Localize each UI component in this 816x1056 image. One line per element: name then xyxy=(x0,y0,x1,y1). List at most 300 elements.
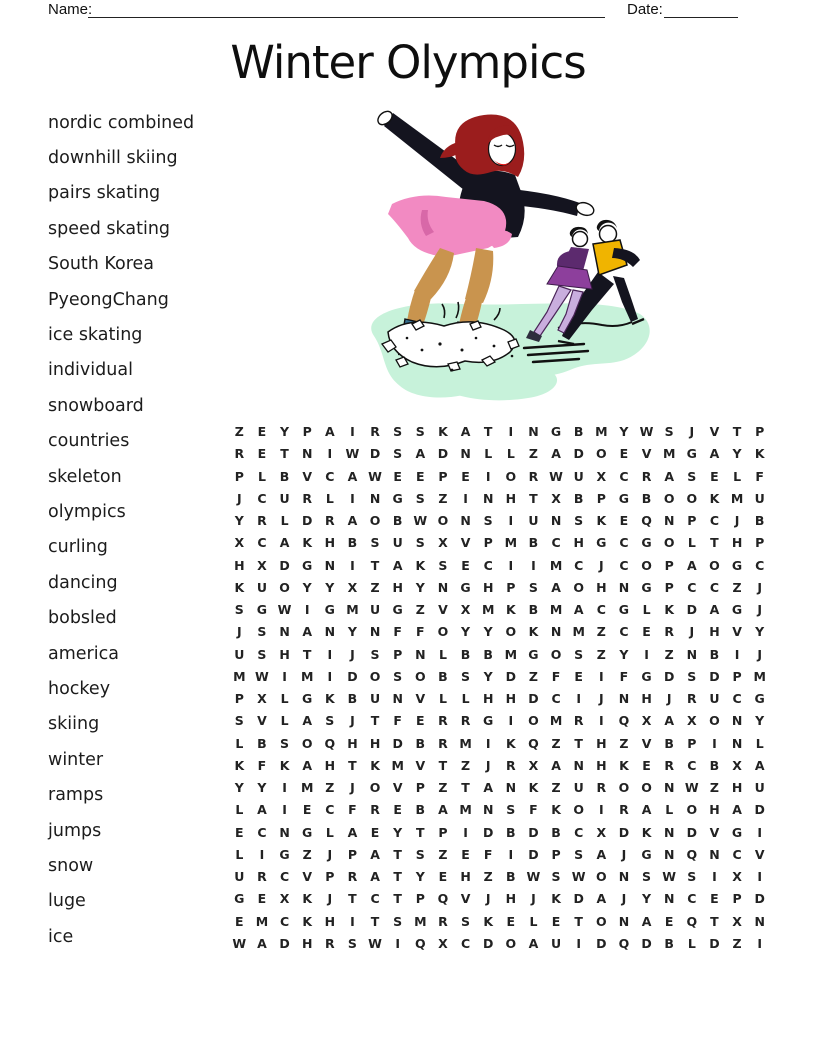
grid-letter: A xyxy=(596,891,607,907)
grid-letter: K xyxy=(664,602,675,617)
grid-letter: D xyxy=(686,602,697,617)
grid-letter: S xyxy=(574,846,584,862)
grid-letter: X xyxy=(257,691,267,706)
grid-letter: D xyxy=(528,846,539,862)
grid-letter: O xyxy=(550,646,562,662)
grid-letter: X xyxy=(234,535,245,551)
grid-letter: B xyxy=(664,935,674,951)
grid-letter: B xyxy=(438,668,448,684)
grid-letter: R xyxy=(664,757,674,773)
grid-letter: I xyxy=(463,490,468,506)
grid-letter: E xyxy=(506,913,516,929)
grid-letter: G xyxy=(596,535,607,551)
grid-letter: Y xyxy=(483,668,493,684)
grid-letter: U xyxy=(369,602,381,617)
grid-letter: I xyxy=(644,646,649,662)
grid-letter: N xyxy=(279,624,290,640)
grid-letter: P xyxy=(732,668,742,684)
grid-row xyxy=(228,599,771,621)
grid-row xyxy=(228,421,771,443)
grid-letter: P xyxy=(664,557,674,573)
grid-letter: Z xyxy=(619,735,629,751)
grid-letter: A xyxy=(596,846,607,862)
grid-letter: H xyxy=(279,646,290,662)
grid-letter: S xyxy=(415,490,425,506)
grid-letter: F xyxy=(619,668,629,684)
grid-letter: G xyxy=(731,557,743,573)
grid-letter: T xyxy=(461,780,470,795)
grid-letter: O xyxy=(437,624,449,640)
grid-letter: B xyxy=(483,646,493,662)
word-list-item: skeleton xyxy=(48,466,122,487)
grid-letter: O xyxy=(709,713,720,729)
grid-letter: C xyxy=(574,557,584,573)
grid-letter: Y xyxy=(257,780,267,795)
grid-letter: Q xyxy=(686,846,698,862)
grid-letter: N xyxy=(482,490,494,506)
grid-letter: D xyxy=(437,446,449,462)
grid-letter: O xyxy=(437,513,449,528)
word-list-item: curling xyxy=(48,537,108,558)
grid-letter: K xyxy=(709,490,720,506)
grid-letter: G xyxy=(302,557,313,573)
grid-letter: B xyxy=(709,646,720,662)
grid-letter: C xyxy=(551,691,561,706)
grid-letter: M xyxy=(346,602,359,617)
grid-letter: F xyxy=(551,668,561,684)
grid-letter: P xyxy=(393,646,403,662)
grid-letter: T xyxy=(416,824,425,840)
grid-letter: A xyxy=(528,935,539,951)
grid-letter: J xyxy=(531,891,536,907)
grid-letter: M xyxy=(549,713,563,729)
grid-letter: T xyxy=(370,913,380,929)
grid-letter: N xyxy=(709,846,720,862)
grid-letter: A xyxy=(573,602,584,617)
grid-letter: H xyxy=(482,691,494,706)
grid-letter: P xyxy=(347,846,358,862)
grid-letter: R xyxy=(596,780,607,795)
grid-letter: A xyxy=(686,557,697,573)
grid-letter: K xyxy=(528,624,539,640)
grid-letter: S xyxy=(415,846,425,862)
grid-letter: G xyxy=(234,891,245,907)
grid-letter: L xyxy=(529,913,538,929)
grid-letter: B xyxy=(460,646,471,662)
grid-letter: I xyxy=(327,446,333,462)
grid-letter: I xyxy=(463,824,468,840)
grid-letter: O xyxy=(641,557,652,573)
grid-letter: I xyxy=(598,802,604,818)
grid-letter: S xyxy=(257,624,267,640)
grid-letter: Y xyxy=(619,646,629,662)
grid-letter: N xyxy=(663,513,675,528)
grid-letter: V xyxy=(302,468,313,484)
grid-letter: B xyxy=(506,869,516,884)
grid-letter: N xyxy=(754,913,765,929)
grid-letter: A xyxy=(551,446,561,462)
grid-letter: T xyxy=(574,913,583,929)
grid-letter: S xyxy=(506,802,516,818)
grid-row xyxy=(228,933,771,955)
grid-letter: T xyxy=(710,913,719,929)
grid-letter: E xyxy=(393,468,402,484)
grid-letter: F xyxy=(755,468,764,484)
word-list-item: pairs skating xyxy=(48,183,161,204)
grid-letter: P xyxy=(438,468,448,484)
grid-letter: C xyxy=(732,846,742,862)
grid-letter: V xyxy=(460,891,471,907)
grid-letter: Q xyxy=(528,735,539,751)
grid-letter: P xyxy=(732,891,742,907)
grid-letter: M xyxy=(300,780,314,795)
grid-letter: Y xyxy=(415,579,425,595)
grid-letter: I xyxy=(508,713,514,729)
grid-letter: L xyxy=(280,691,289,706)
grid-letter: I xyxy=(757,935,763,951)
grid-letter: I xyxy=(598,668,604,684)
grid-letter: K xyxy=(596,513,607,528)
grid-letter: X xyxy=(686,713,697,729)
grid-letter: P xyxy=(755,424,765,439)
grid-letter: G xyxy=(641,668,652,684)
grid-letter: L xyxy=(506,446,515,462)
grid-letter: N xyxy=(415,646,426,662)
grid-row xyxy=(228,666,771,688)
grid-letter: I xyxy=(508,557,514,573)
grid-letter: P xyxy=(234,468,244,484)
grid-letter: D xyxy=(618,824,630,840)
word-list-item: snow xyxy=(48,855,94,876)
grid-row xyxy=(228,621,771,643)
grid-letter: Q xyxy=(324,735,336,751)
grid-letter: H xyxy=(392,579,403,595)
grid-letter: E xyxy=(235,913,244,929)
grid-letter: M xyxy=(753,668,766,684)
grid-letter: Z xyxy=(732,935,742,951)
grid-letter: I xyxy=(508,846,514,862)
grid-letter: Z xyxy=(325,780,335,795)
grid-letter: E xyxy=(642,757,651,773)
grid-row xyxy=(228,644,771,666)
grid-row xyxy=(228,799,771,821)
grid-letter: T xyxy=(370,713,380,729)
grid-letter: E xyxy=(642,624,651,640)
grid-letter: S xyxy=(347,935,357,951)
grid-letter: J xyxy=(757,646,763,662)
grid-letter: V xyxy=(415,757,426,773)
grid-letter: P xyxy=(596,490,606,506)
grid-letter: O xyxy=(573,579,584,595)
grid-letter: N xyxy=(437,579,449,595)
grid-letter: R xyxy=(370,802,380,818)
grid-letter: J xyxy=(598,691,604,706)
grid-letter: A xyxy=(664,468,675,484)
grid-letter: I xyxy=(531,557,536,573)
grid-letter: C xyxy=(687,757,697,773)
grid-letter: G xyxy=(460,579,471,595)
grid-letter: H xyxy=(369,735,381,751)
grid-letter: P xyxy=(687,513,697,528)
grid-letter: K xyxy=(551,802,561,818)
grid-letter: Q xyxy=(414,935,426,951)
grid-letter: G xyxy=(392,602,403,617)
grid-letter: C xyxy=(687,579,697,595)
grid-letter: R xyxy=(528,468,539,484)
grid-letter: A xyxy=(641,802,652,818)
grid-letter: W xyxy=(526,869,541,884)
grid-letter: T xyxy=(393,869,402,884)
grid-letter: M xyxy=(459,735,472,751)
word-list-item: snowboard xyxy=(48,395,144,416)
grid-letter: G xyxy=(618,490,630,506)
grid-letter: H xyxy=(505,891,517,907)
grid-letter: C xyxy=(325,802,335,818)
grid-letter: S xyxy=(664,424,674,439)
grid-letter: N xyxy=(301,446,313,462)
grid-row xyxy=(228,466,771,488)
word-list-item: skiing xyxy=(48,714,100,735)
grid-letter: L xyxy=(438,646,447,662)
grid-letter: D xyxy=(709,935,720,951)
grid-letter: K xyxy=(619,757,629,773)
grid-letter: U xyxy=(234,869,245,884)
grid-letter: I xyxy=(508,424,514,439)
grid-letter: S xyxy=(393,446,403,462)
word-list-item: olympics xyxy=(48,501,126,522)
grid-letter: K xyxy=(505,735,516,751)
grid-letter: D xyxy=(709,668,720,684)
grid-letter: O xyxy=(301,735,313,751)
grid-letter: C xyxy=(619,468,629,484)
grid-letter: R xyxy=(505,757,516,773)
grid-letter: T xyxy=(483,424,493,439)
grid-letter: I xyxy=(508,513,514,528)
grid-letter: X xyxy=(551,490,561,506)
grid-row xyxy=(228,755,771,777)
grid-letter: H xyxy=(641,691,652,706)
grid-letter: J xyxy=(757,579,763,595)
grid-letter: Y xyxy=(483,624,493,640)
grid-letter: S xyxy=(234,713,244,729)
grid-letter: D xyxy=(596,935,607,951)
grid-letter: B xyxy=(641,490,652,506)
grid-letter: X xyxy=(641,713,652,729)
grid-letter: X xyxy=(257,557,267,573)
grid-letter: W xyxy=(413,513,428,528)
grid-letter: Y xyxy=(234,780,244,795)
grid-letter: D xyxy=(369,446,381,462)
grid-letter: G xyxy=(392,490,403,506)
grid-letter: I xyxy=(282,780,287,795)
grid-letter: P xyxy=(687,735,697,751)
grid-letter: J xyxy=(327,846,333,862)
grid-letter: F xyxy=(416,624,425,640)
grid-letter: A xyxy=(754,757,765,773)
grid-letter: F xyxy=(348,802,357,818)
grid-letter: J xyxy=(236,624,242,640)
grid-letter: V xyxy=(709,824,720,840)
grid-letter: G xyxy=(256,602,268,617)
grid-letter: Z xyxy=(664,646,674,662)
date-label: Date: xyxy=(627,1,663,18)
grid-letter: D xyxy=(482,935,494,951)
grid-letter: V xyxy=(641,446,652,462)
grid-row xyxy=(228,733,771,755)
word-list-item: hockey xyxy=(48,678,111,699)
grid-letter: R xyxy=(324,513,335,528)
grid-row xyxy=(228,777,771,799)
grid-letter: L xyxy=(733,468,742,484)
grid-letter: Q xyxy=(618,935,630,951)
grid-letter: B xyxy=(415,735,426,751)
grid-letter: O xyxy=(369,780,381,795)
grid-row xyxy=(228,443,771,465)
grid-letter: E xyxy=(416,468,425,484)
grid-letter: T xyxy=(732,424,742,439)
grid-letter: F xyxy=(393,624,402,640)
grid-letter: Z xyxy=(528,668,538,684)
grid-letter: Y xyxy=(619,424,629,439)
grid-letter: N xyxy=(573,757,584,773)
grid-letter: S xyxy=(280,735,290,751)
grid-letter: A xyxy=(302,624,313,640)
grid-letter: A xyxy=(257,802,267,818)
grid-letter: J xyxy=(666,691,672,706)
grid-letter: B xyxy=(347,691,358,706)
grid-letter: E xyxy=(710,468,719,484)
grid-letter: T xyxy=(348,757,357,773)
grid-letter: N xyxy=(550,624,562,640)
grid-letter: U xyxy=(709,691,720,706)
word-list-item: individual xyxy=(48,360,133,381)
grid-letter: G xyxy=(550,424,562,439)
grid-letter: B xyxy=(528,535,539,551)
word-search-grid xyxy=(228,421,771,955)
grid-letter: N xyxy=(505,780,517,795)
grid-letter: X xyxy=(596,824,607,840)
grid-letter: O xyxy=(505,935,517,951)
grid-letter: P xyxy=(415,891,425,907)
grid-letter: S xyxy=(393,424,403,439)
grid-letter: Z xyxy=(596,646,606,662)
grid-letter: V xyxy=(709,424,720,439)
grid-letter: G xyxy=(641,535,652,551)
grid-letter: A xyxy=(709,602,720,617)
grid-letter: J xyxy=(485,757,491,773)
grid-letter: J xyxy=(327,891,333,907)
grid-letter: U xyxy=(550,935,562,951)
grid-letter: Z xyxy=(709,780,719,795)
grid-letter: L xyxy=(461,691,470,706)
grid-letter: K xyxy=(528,780,539,795)
grid-letter: I xyxy=(350,424,355,439)
grid-letter: Z xyxy=(438,780,448,795)
grid-letter: Z xyxy=(234,424,244,439)
grid-letter: B xyxy=(551,824,561,840)
grid-letter: E xyxy=(438,869,448,884)
grid-letter: R xyxy=(686,691,697,706)
grid-letter: U xyxy=(528,513,539,528)
grid-letter: J xyxy=(734,513,740,528)
grid-letter: I xyxy=(712,869,717,884)
grid-letter: U xyxy=(256,579,268,595)
word-list-item: nordic combined xyxy=(48,112,195,133)
grid-letter: B xyxy=(392,513,403,528)
grid-letter: T xyxy=(348,891,357,907)
grid-row xyxy=(228,888,771,910)
grid-letter: K xyxy=(370,757,380,773)
grid-letter: S xyxy=(370,646,380,662)
grid-letter: B xyxy=(528,602,539,617)
grid-letter: X xyxy=(460,602,471,617)
grid-letter: X xyxy=(279,891,290,907)
grid-letter: C xyxy=(596,602,606,617)
grid-letter: C xyxy=(709,513,720,528)
grid-letter: H xyxy=(596,757,607,773)
grid-letter: E xyxy=(235,824,244,840)
grid-letter: W xyxy=(684,780,699,795)
grid-letter: B xyxy=(279,468,290,484)
grid-letter: E xyxy=(370,824,380,840)
grid-letter: D xyxy=(301,513,313,528)
grid-letter: N xyxy=(482,802,494,818)
grid-letter: H xyxy=(460,869,471,884)
grid-letter: N xyxy=(324,557,336,573)
grid-letter: L xyxy=(325,490,334,506)
grid-letter: B xyxy=(347,535,358,551)
grid-letter: H xyxy=(347,735,358,751)
grid-letter: C xyxy=(483,557,493,573)
grid-letter: N xyxy=(528,424,539,439)
grid-letter: H xyxy=(234,557,245,573)
grid-letter: B xyxy=(573,424,584,439)
grid-letter: I xyxy=(598,713,604,729)
grid-letter: C xyxy=(755,557,765,573)
grid-letter: O xyxy=(618,780,630,795)
grid-letter: T xyxy=(393,846,402,862)
grid-letter: T xyxy=(370,557,380,573)
grid-row xyxy=(228,866,771,888)
grid-letter: D xyxy=(528,691,539,706)
grid-letter: D xyxy=(528,824,539,840)
grid-row xyxy=(228,822,771,844)
grid-letter: G xyxy=(754,691,765,706)
grid-letter: N xyxy=(550,513,562,528)
grid-letter: I xyxy=(395,935,401,951)
grid-letter: D xyxy=(573,891,584,907)
grid-letter: Q xyxy=(437,891,449,907)
grid-letter: E xyxy=(619,513,629,528)
grid-letter: S xyxy=(438,557,448,573)
grid-letter: K xyxy=(551,891,561,907)
grid-row xyxy=(228,710,771,732)
grid-letter: P xyxy=(755,535,765,551)
grid-letter: I xyxy=(576,691,582,706)
grid-letter: R xyxy=(324,935,335,951)
grid-letter: R xyxy=(370,424,380,439)
grid-letter: H xyxy=(709,802,720,818)
grid-letter: F xyxy=(257,757,267,773)
grid-letter: L xyxy=(235,735,244,751)
grid-letter: J xyxy=(689,424,695,439)
grid-letter: I xyxy=(282,802,287,818)
grid-letter: S xyxy=(687,468,697,484)
word-list-item: PyeongChang xyxy=(48,289,169,310)
grid-letter: V xyxy=(438,602,448,617)
grid-letter: R xyxy=(302,490,312,506)
grid-letter: Z xyxy=(528,446,538,462)
